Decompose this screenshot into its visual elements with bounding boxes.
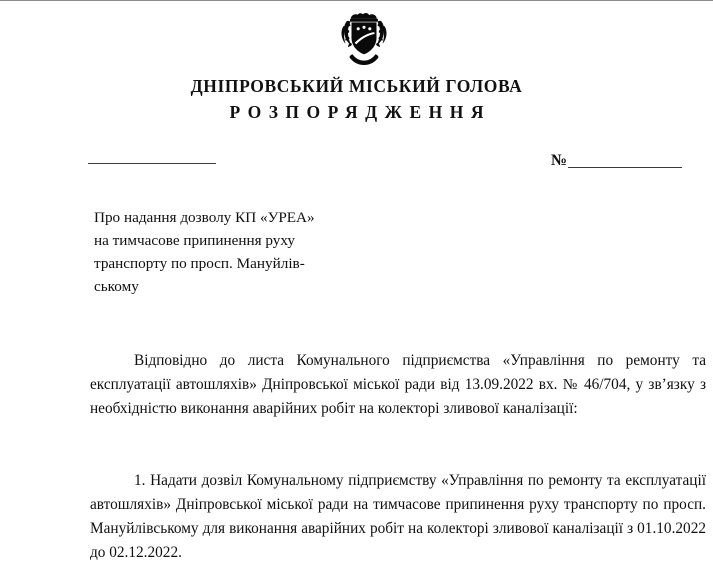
subject-line-1: Про надання дозволу КП «УРЕА» — [94, 209, 315, 226]
subject-line-4: ському — [94, 278, 139, 296]
body-paragraph-2-container — [90, 469, 706, 565]
body-paragraph-1-container — [90, 349, 706, 421]
number-blank-line — [568, 167, 682, 168]
number-group — [551, 153, 682, 170]
document-header — [0, 77, 713, 122]
date-blank-line — [88, 163, 216, 164]
document-type-title: РОЗПОРЯДЖЕННЯ — [229, 102, 491, 123]
page-title: ДНІПРОВСЬКИЙ МІСЬКИЙ ГОЛОВА — [190, 76, 523, 96]
document-subject — [94, 206, 366, 298]
body-paragraph-1: Відповідно до листа Комунального підприємства «Управління по ремонту та експлуатації автошляхів» Дніпровської міської ради від 13.09.2022 вх. № 46/704, у зв’язку з необхідністю виконання аварійних робіт на колекторі зливової каналізації: — [90, 352, 706, 418]
subject-line-3: транспорту по просп. Мануйлів- — [94, 255, 305, 273]
meta-row — [0, 153, 713, 175]
body-paragraph-2: 1. Надати дозвіл Комунальному підприємству «Управління по ремонту та експлуатації автошляхів» Дніпровської міської ради на тимчасове припинення руху транспорту по просп. Мануйлівському для виконання аварійних робіт на колекторі зливової каналізації з 01.10.2022 до 02.12.2022. — [90, 472, 706, 562]
coat-of-arms-icon — [335, 9, 393, 67]
subject-line-2: на тимчасове припинення руху — [94, 232, 295, 250]
emblem-container — [0, 9, 713, 67]
number-sign-label: № — [551, 152, 568, 169]
